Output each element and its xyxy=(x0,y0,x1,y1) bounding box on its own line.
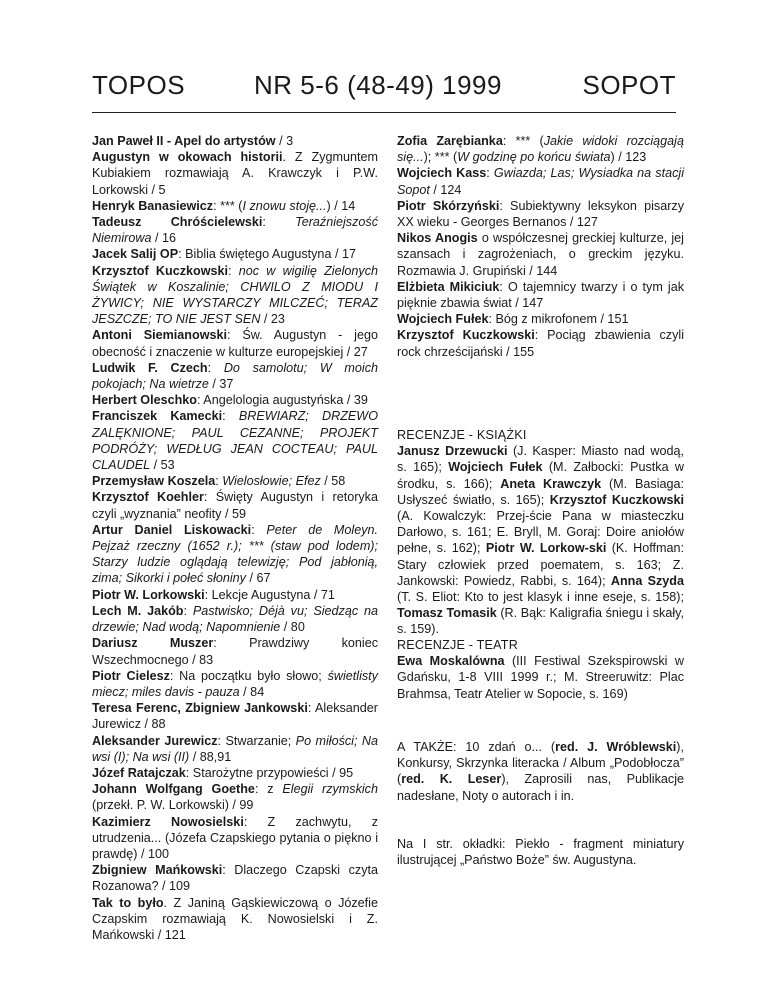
also-section xyxy=(397,739,684,804)
header-rule xyxy=(92,112,676,113)
issue-number: NR 5-6 (48-49) 1999 xyxy=(254,70,502,100)
contents-entry: Krzysztof Koehler: Święty Augustyn i retoryka czyli „wyznania” neofity / 59 xyxy=(92,490,378,521)
contents-entry: Piotr W. Lorkowski: Lekcje Augustyna / 71 xyxy=(92,587,335,602)
contents-entry: Antoni Siemianowski: Św. Augustyn - jego obecność i znaczenie w kulturze europejskiej / 27 xyxy=(92,328,378,359)
masthead xyxy=(92,70,676,110)
contents-entry: Kazimierz Nowosielski: Z zachwytu, z utrudzenia... (Józefa Czapskiego pytania o piękno i prawdę) / 100 xyxy=(92,814,378,861)
contents-entry: Jan Paweł II - Apel do artystów / 3 xyxy=(92,134,294,148)
contents-entry: Zofia Zarębianka: *** (Jakie widoki rozciągają się...); *** (W godzinę po końcu świata) / 123 xyxy=(397,134,684,165)
contents-entry: Henryk Banasiewicz: *** (I znowu stoję...) / 14 xyxy=(92,198,356,213)
contents-entry: Piotr Cielesz: Na początku było słowo; świetlisty miecz; miles davis - pauza / 84 xyxy=(92,668,378,699)
reviews-theatre-section xyxy=(397,637,684,702)
contents-left-column xyxy=(92,133,378,943)
contents-entry: Wojciech Kass: Gwiazda; Las; Wysiadka na stacji Sopot / 124 xyxy=(397,166,684,197)
contents-entry: Johann Wolfgang Goethe: z Elegii rzymskich (przekł. P. W. Lorkowski) / 99 xyxy=(92,782,378,813)
contents-entry: Teresa Ferenc, Zbigniew Jankowski: Aleksander Jurewicz / 88 xyxy=(92,701,378,732)
contents-entry: Przemysław Koszela: Wielosłowie; Efez / 58 xyxy=(92,474,346,489)
contents-entry: Dariusz Muszer: Prawdziwy koniec Wszechmocnego / 83 xyxy=(92,636,378,667)
contents-entry: Herbert Oleschko: Angelologia augustyńska / 39 xyxy=(92,393,368,408)
contents-entry: Jacek Salij OP: Biblia świętego Augustyna / 17 xyxy=(92,247,356,262)
reviews-theatre-heading: RECENZJE - TEATR xyxy=(397,638,518,652)
contents-right-column xyxy=(397,133,684,360)
contents-entry: Ludwik F. Czech: Do samolotu; W moich pokojach; Na wietrze / 37 xyxy=(92,360,379,392)
contents-entry: Franciszek Kamecki: BREWIARZ; DRZEWO ZALĘKNIONE; PAUL CEZANNE; PROJEKT PODRÓŻY; WEDŁUG JEAN COCTEAU; PAUL CLAUDEL / 53 xyxy=(92,409,378,473)
contents-entry: Piotr Skórzyński: Subiektywny leksykon pisarzy XX wieku - Georges Bernanos / 127 xyxy=(397,198,684,230)
contents-entry: Krzysztof Kuczkowski: noc w wigilię Zielonych Świątek w Koszalinie; CHWILO Z MIODU I ŻYWICY; NIE WYSTARCZY MILCZEĆ; TERAZ JESZCZE; TO NIE JEST SEN / 23 xyxy=(92,263,379,327)
contents-entry: Tak to było. Z Janiną Gąskiewiczową o Józefie Czapskim rozmawiają K. Nowosielski i Z. Mańkowski / 121 xyxy=(92,895,378,942)
also-body: A TAKŻE: 10 zdań o... (red. J. Wróblewski), Konkursy, Skrzynka literacka / Album „Podobłocza” (red. K. Leser), Zaprosili nas, Publikacje nadesłane, Noty o autorach i in. xyxy=(397,740,684,803)
cover-note xyxy=(397,836,684,868)
contents-entry: Józef Ratajczak: Starożytne przypowieści / 95 xyxy=(92,765,354,780)
contents-entry: Artur Daniel Liskowacki: Peter de Moleyn. Pejzaż rzeczny (1652 r.); *** (staw pod lodem); Starzy ludzie oglądają telewizję; Pod jabłonią, zima; Sikorki i połeć słoniny / 67 xyxy=(92,522,378,586)
contents-entry: Nikos Anogis o współczesnej greckiej kulturze, jej szansach i zagrożeniach, o greckim języku. Rozmawia J. Grupiński / 144 xyxy=(397,231,684,278)
contents-entry: Tadeusz Chróścielewski: Teraźniejszość Niemirowa / 16 xyxy=(92,215,378,246)
contents-entry: Wojciech Fułek: Bóg z mikrofonem / 151 xyxy=(397,312,629,327)
reviews-books-heading: RECENZJE - KSIĄŻKI xyxy=(397,428,527,442)
journal-title: TOPOS xyxy=(92,70,186,100)
city-name: SOPOT xyxy=(582,70,676,100)
reviews-theatre-body: Ewa Moskalówna (III Festiwal Szekspirowski w Gdańsku, 1-8 VIII 1999 r.; M. Streeruwitz: Plac Brahmsa, Teatr Atelier w Sopocie, s. 169) xyxy=(397,654,684,701)
contents-entry: Elżbieta Mikiciuk: O tajemnicy twarzy i o tym jak pięknie zbawia świat / 147 xyxy=(397,279,685,311)
reviews-books-section xyxy=(397,427,684,638)
cover-note-text: Na I str. okładki: Piekło - fragment miniatury ilustrującej „Państwo Boże” św. Augustyna. xyxy=(397,837,684,868)
contents-entry: Aleksander Jurewicz: Stwarzanie; Po miłości; Na wsi (I); Na wsi (II) / 88,91 xyxy=(92,733,378,764)
contents-entry: Augustyn w okowach historii. Z Zygmuntem Kubiakiem rozmawiają A. Krawczyk i P.W. Lorkowski / 5 xyxy=(92,150,378,197)
contents-entry: Krzysztof Kuczkowski: Pociąg zbawienia czyli rock chrześcijański / 155 xyxy=(397,328,685,359)
contents-entry: Zbigniew Mańkowski: Dlaczego Czapski czyta Rozanowa? / 109 xyxy=(92,863,378,894)
reviews-books-body: Janusz Drzewucki (J. Kasper: Miasto nad wodą, s. 165); Wojciech Fułek (M. Załbocki: Pustka w środku, s. 166); Aneta Krawczyk (M. Basiaga: Usłyszeć światło, s. 165); Krzysztof Kuczkowski (A. Kowalczyk: Przej-ście Pana w miasteczku Darłowo, s. 161; E. Bryll, M. Goraj: Doire aniołów pełne, s. 162); Piotr W. Lorkow-ski (K. Hoffman: Stary człowiek przed poematem, s. 163; Z. Jankowski: Powiedz, Rabbi, s. 164); Anna Szyda (T. S. Eliot: Kto to jest klasyk i inne eseje, s. 158); Tomasz Tomasik (R. Bąk: Kaligrafia śniegu i skały, s. 159). xyxy=(397,444,685,637)
contents-entry: Lech M. Jakób: Pastwisko; Déjà vu; Siedząc na drzewie; Nad wodą; Napomnienie / 80 xyxy=(92,603,378,635)
